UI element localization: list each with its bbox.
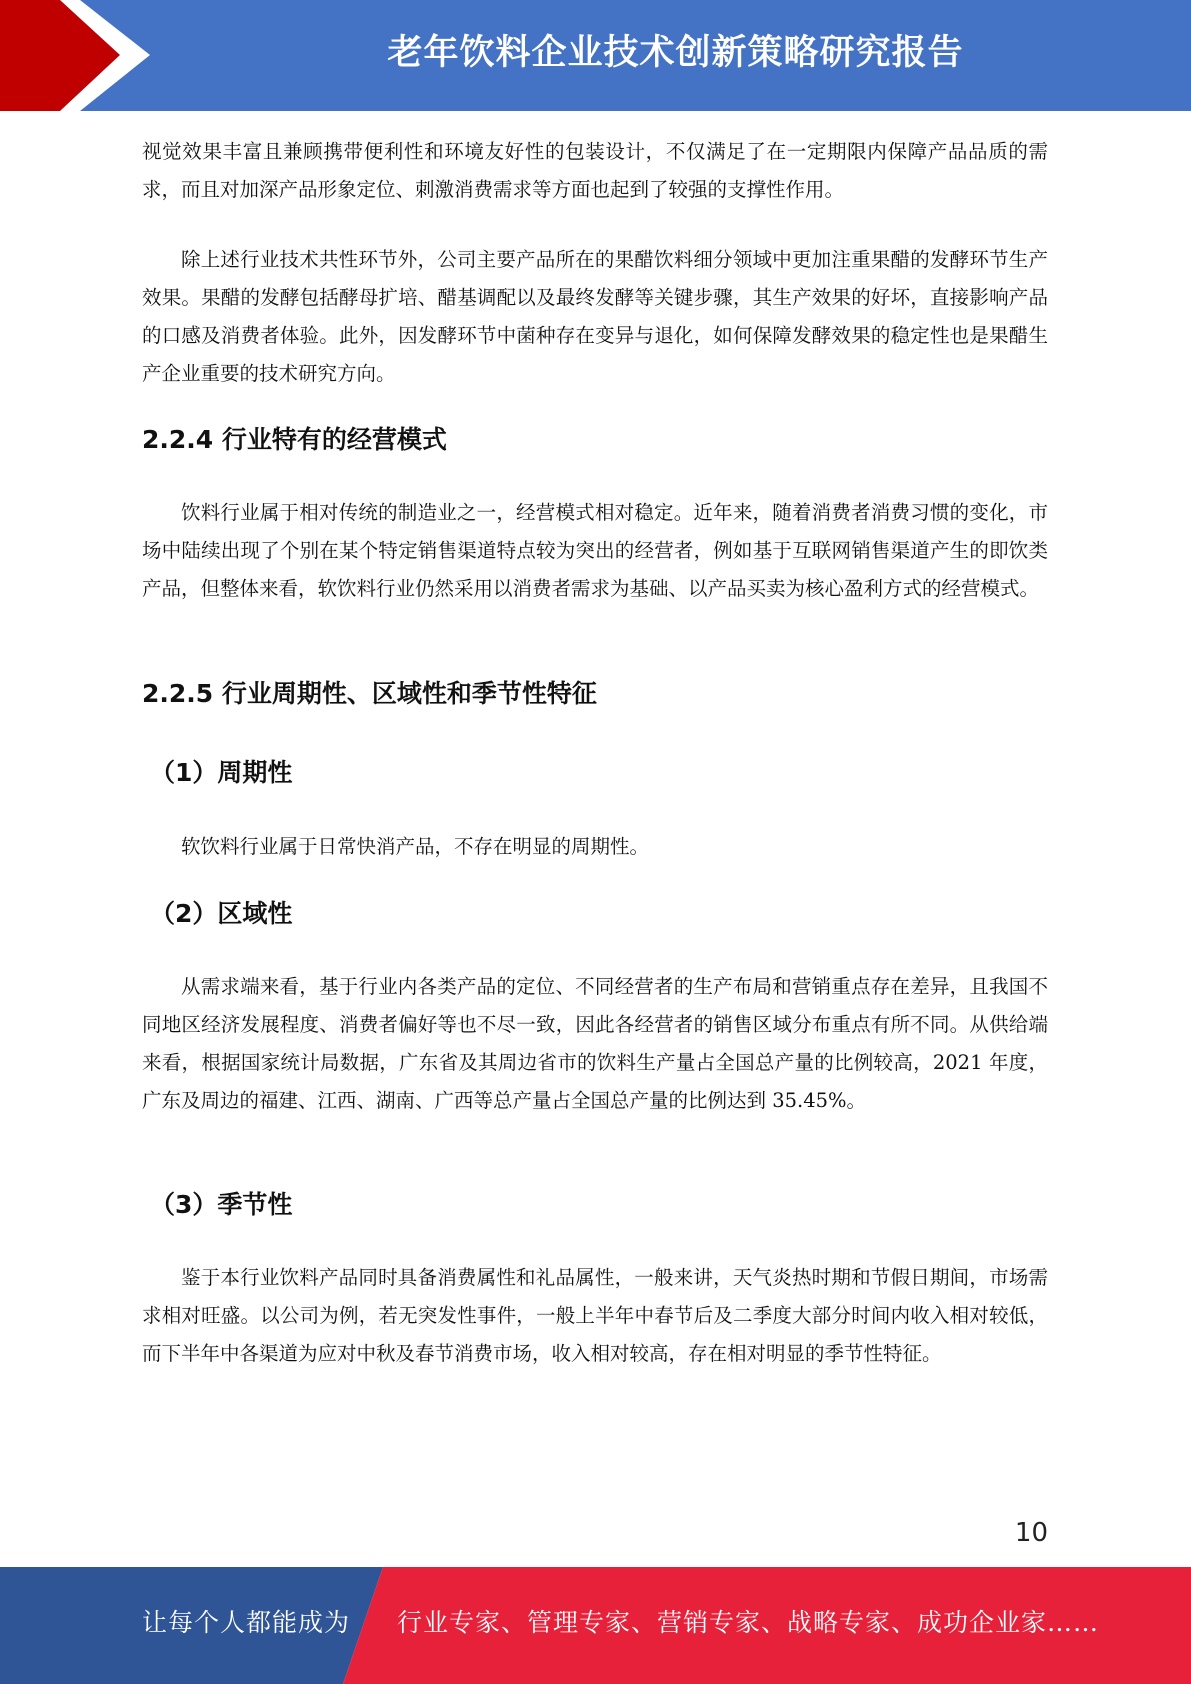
- header-arrow-decoration: [0, 0, 160, 111]
- page-number: 10: [1014, 1518, 1048, 1548]
- page-footer: [0, 1567, 1191, 1684]
- subheading-seasonality: （3）季节性: [150, 1190, 293, 1219]
- report-title: 老年饮料企业技术创新策略研究报告: [387, 33, 964, 73]
- footer-slogan-left: 让每个人都能成为: [142, 1608, 351, 1637]
- paragraph-regionality: 从需求端来看，基于行业内各类产品的定位、不同经营者的生产布局和营销重点存在差异，且我国不同地区经济发展程度、消费者偏好等也不尽一致，因此各经营者的销售区域分布重点有所不同。从供给端来看，根据国家统计局数据，广东省及其周边省市的饮料生产量占全国总产量的比例较高，2021 年度，广东及周边的福建、江西、湖南、广西等总产量占全国总产量的比例达到 35.45%。: [142, 975, 1048, 1112]
- section-heading-2-2-5: 2.2.5 行业周期性、区域性和季节性特征: [142, 679, 597, 708]
- paragraph-business-model: 饮料行业属于相对传统的制造业之一，经营模式相对稳定。近年来，随着消费者消费习惯的变化，市场中陆续出现了个别在某个特定销售渠道特点较为突出的经营者，例如基于互联网销售渠道产生的即饮类产品，但整体来看，软饮料行业仍然采用以消费者需求为基础、以产品买卖为核心盈利方式的经营模式。: [142, 501, 1048, 600]
- section-heading-2-2-4: 2.2.4 行业特有的经营模式: [142, 425, 447, 454]
- subheading-regionality: （2）区域性: [150, 899, 293, 928]
- page-header: [0, 0, 1191, 111]
- paragraph-seasonality: 鉴于本行业饮料产品同时具备消费属性和礼品属性，一般来讲，天气炎热时期和节假日期间，市场需求相对旺盛。以公司为例，若无突发性事件，一般上半年中春节后及二季度大部分时间内收入相对较低，而下半年中各渠道为应对中秋及春节消费市场，收入相对较高，存在相对明显的季节性特征。: [142, 1266, 1048, 1365]
- footer-slogan-right: 行业专家、管理专家、营销专家、战略专家、成功企业家……: [397, 1608, 1100, 1637]
- paragraph-fermentation: 除上述行业技术共性环节外，公司主要产品所在的果醋饮料细分领域中更加注重果醋的发酵环节生产效果。果醋的发酵包括酵母扩培、醋基调配以及最终发酵等关键步骤，其生产效果的好坏，直接影响产品的口感及消费者体验。此外，因发酵环节中菌种存在变异与退化，如何保障发酵效果的稳定性也是果醋生产企业重要的技术研究方向。: [142, 248, 1048, 385]
- paragraph-cyclicality: 软饮料行业属于日常快消产品，不存在明显的周期性。: [181, 835, 650, 858]
- subheading-cyclicality: （1）周期性: [150, 758, 293, 787]
- paragraph-packaging: 视觉效果丰富且兼顾携带便利性和环境友好性的包装设计，不仅满足了在一定期限内保障产品品质的需求，而且对加深产品形象定位、刺激消费需求等方面也起到了较强的支撑性作用。: [142, 140, 1048, 201]
